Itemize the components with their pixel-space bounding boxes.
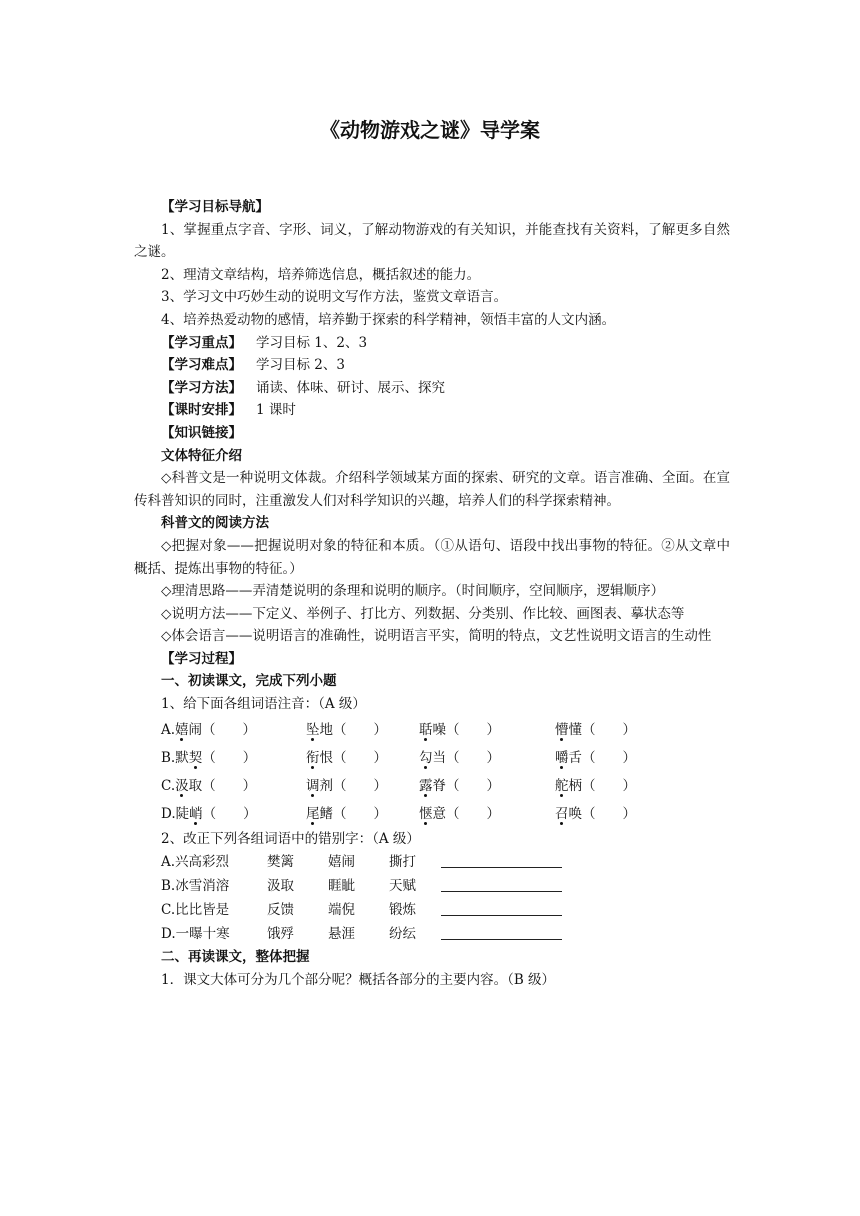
knowledge-paragraph: ◇理清思路——弄清楚说明的条理和说明的顺序。（时间顺序，空间顺序，逻辑顺序） [161,583,665,600]
fix-word: 天赋 [389,878,416,895]
goal-item-3: 3、学习文中巧妙生动的说明文写作方法，鉴赏文章语言。 [161,289,508,306]
fix-word: 睚眦 [328,878,355,895]
fix-word: A.兴高彩烈 [161,854,230,871]
pinyin-cell: 调剂（ ） [306,777,387,794]
question-3: 1．课文大体可分为几个部分呢？概括各部分的主要内容。（B 级） [161,971,556,988]
fix-word: B.冰雪消溶 [161,878,230,895]
pinyin-row [134,744,730,772]
info-schedule [134,399,730,422]
fix-word: 端倪 [328,902,355,919]
goals-heading: 【学习目标导航】 [161,199,269,215]
pinyin-cell: 勾当（ ） [419,749,500,766]
pinyin-cell: 懵懂（ ） [555,721,636,738]
info-value: 1 课时 [256,402,296,419]
knowledge-paragraph: ◇把握对象——把握说明对象的特征和本质。（①从语句、语段中找出事物的特征。②从文章中概括、提炼出事物的特征。） [134,537,730,577]
pinyin-cell: 召唤（ ） [555,805,636,822]
info-value: 诵读、体味、研讨、展示、探究 [256,379,445,396]
fix-row [134,898,730,922]
info-label: 【学习重点】 [161,334,242,351]
info-value: 学习目标 1、2、3 [256,334,368,351]
info-label: 【课时安排】 [161,402,242,419]
answer-blank[interactable] [441,850,562,868]
pinyin-row [134,772,730,800]
pinyin-row [134,716,730,744]
knowledge-paragraph: ◇科普文是一种说明文体裁。介绍科学领域某方面的探索、研究的文章。语言准确、全面。在宣传科普知识的同时，注重激发人们对科学知识的兴趣，培养人们的科学探索精神。 [134,470,730,509]
answer-blank[interactable] [441,874,562,892]
knowledge-paragraph: ◇说明方法——下定义、举例子、打比方、列数据、分类别、作比较、画图表、摹状态等 [161,605,685,622]
part-one-heading: 一、初读课文，完成下列小题 [161,673,337,690]
fix-word: 嬉闹 [328,854,355,871]
fix-word: 纷纭 [389,926,416,943]
knowledge-subheading-genre: 文体特征介绍 [161,447,242,464]
part-two-heading: 二、再读课文，整体把握 [161,949,310,966]
fix-word: D.一曝十寒 [161,926,230,943]
pinyin-cell: 舵柄（ ） [555,777,636,794]
pinyin-cell: 衔恨（ ） [306,749,387,766]
question-1: 1、给下面各组词语注音：（A 级） [161,696,366,713]
goal-item-2: 2、理清文章结构，培养筛选信息，概括叙述的能力。 [161,266,481,283]
fix-word: 汲取 [267,878,294,895]
pinyin-cell: 坠地（ ） [306,721,387,738]
pinyin-cell: 嚼舌（ ） [555,749,636,766]
pinyin-cell: 尾鳍（ ） [306,805,387,822]
pinyin-row [134,800,730,828]
fix-word: 樊篱 [267,854,294,871]
info-difficulties [134,354,730,377]
info-key-points [134,332,730,355]
page-title: 《动物游戏之谜》导学案 [320,118,540,142]
fix-word: C.比比皆是 [161,902,230,919]
knowledge-paragraph: ◇体会语言——说明语言的准确性，说明语言平实，简明的特点，文艺性说明文语言的生动性 [161,628,712,645]
answer-blank[interactable] [441,922,562,940]
info-methods [134,377,730,400]
pinyin-cell: 惬意（ ） [419,805,500,822]
answer-blank[interactable] [441,898,562,916]
info-value: 学习目标 2、3 [256,357,345,374]
fix-word: 反馈 [267,902,294,919]
question-2: 2、改正下列各组词语中的错别字：（A 级） [161,830,420,847]
pinyin-cell: 聒噪（ ） [419,721,500,738]
goal-item-4: 4、培养热爱动物的感情，培养勤于探索的科学精神，领悟丰富的人文内涵。 [161,311,616,328]
fix-word: 撕打 [389,854,416,871]
fix-word: 饿殍 [267,926,294,943]
pinyin-cell: B.默契（ ） [161,749,257,766]
pinyin-cell: 露脊（ ） [419,777,500,794]
process-heading: 【学习过程】 [161,650,242,667]
pinyin-cell: A.嬉闹（ ） [161,721,257,738]
document-body [134,196,730,991]
pinyin-cell: C.汲取（ ） [161,777,257,794]
info-label: 【学习方法】 [161,379,242,396]
fix-row [134,922,730,946]
fix-row [134,874,730,898]
fix-word: 悬涯 [328,926,355,943]
info-label: 【学习难点】 [161,357,242,374]
fix-row [134,850,730,874]
knowledge-heading: 【知识链接】 [161,424,242,441]
goal-item-1: 1、掌握重点字音、字形、词义，了解动物游戏的有关知识，并能查找有关资料，了解更多自然之谜。 [134,221,730,261]
fix-word: 锻炼 [389,902,416,919]
knowledge-subheading-reading: 科普文的阅读方法 [161,515,269,532]
pinyin-cell: D.陡峭（ ） [161,805,257,822]
